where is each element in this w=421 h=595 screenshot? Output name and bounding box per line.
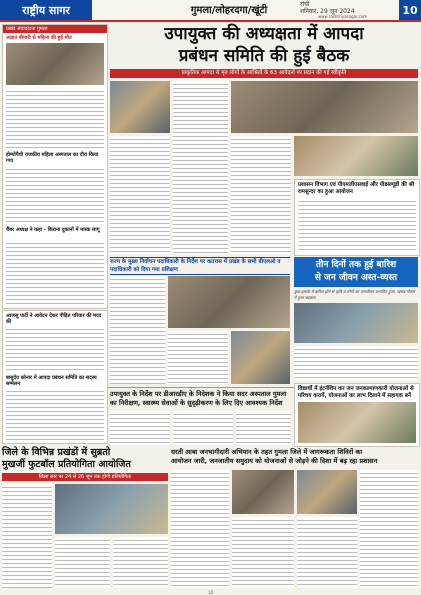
bottom-left-headline-line1: जिले के विभिन्न प्रखंडों में सुब्रतो xyxy=(2,447,111,458)
story1-body xyxy=(6,88,104,150)
bottom-right-body-col2 xyxy=(232,517,294,588)
mid-body-col2 xyxy=(173,411,233,445)
mid-body-col1 xyxy=(110,411,170,445)
mid-body-col3 xyxy=(236,411,291,445)
hospital-photo xyxy=(231,331,290,384)
lead-headline-line1: उपायुक्त की अध्यक्षता में आपदा xyxy=(164,24,364,44)
rain-headline-line1: तीन दिनों तक हुई बारिश xyxy=(315,260,397,270)
lead-body-col2 xyxy=(173,81,228,254)
story4-headline: आजसू पार्टी ने आवेदन देकर पीड़ित परिवार की मदद की xyxy=(6,313,102,325)
lead-strap: प्राकृतिक आपदा से मृत लोगों के आश्रितों के 63 आवेदनों पर प्रदान की गई स्वीकृति xyxy=(110,69,418,78)
bottom-left-body xyxy=(2,484,52,588)
page-folio: 10 xyxy=(207,590,214,595)
bottom-left-body-col3 xyxy=(113,537,168,588)
right-mid-story xyxy=(294,383,420,447)
camp-photo-1 xyxy=(232,470,294,514)
rain-body xyxy=(294,346,418,380)
page-number: 10 xyxy=(399,0,421,20)
right-mid-photo xyxy=(298,402,416,443)
story2-headline: होम्योपैथी राजकीय महिला अस्पताल का दौरा किया गया xyxy=(6,152,99,164)
story2-body xyxy=(6,166,104,224)
right-top-headline: प्रशासन विभाग एवं पीएमजीएसवाई और पीडब्ल्यूडी की श्री रामसुन्दर का हुआ आयोजन xyxy=(298,182,415,195)
left-column xyxy=(2,24,108,309)
story4-body xyxy=(6,326,104,372)
masthead-city: रांची xyxy=(300,1,310,8)
masthead-edition xyxy=(300,1,355,15)
bottom-right-body-col1 xyxy=(171,470,229,588)
left-lower xyxy=(2,310,108,444)
masthead-date: शनिवार, 29 जून 2024 xyxy=(300,8,355,15)
right-mid-headline: विद्यार्थी में इंटर्नशिप कर जन जनकल्याणकारी योजनाओं से परिचय करायें, योजनाओं का लाभ दिलाने में सहायक बनें xyxy=(298,386,414,399)
rain-photo xyxy=(294,303,418,343)
lead-body-col1 xyxy=(110,136,170,254)
rain-headline-line2: से जन जीवन अस्त-व्यस्त xyxy=(314,273,398,283)
right-top-body xyxy=(298,198,416,252)
training-body xyxy=(110,276,165,384)
story5-headline: बासुदेव कोनार में आपदा प्रबंधन समिति का सदस्य सम्मेलन xyxy=(6,375,97,387)
story5-body xyxy=(6,388,104,440)
bottom-left-headline-line2: मुखर्जी फुटबॉल प्रतियोगिता आयोजित xyxy=(2,459,131,470)
bottom-left-strap: जिला स्तर पर 24 से 26 जून तक होगी प्रतियोगिता xyxy=(2,473,168,481)
lead-headline-line2: प्रबंधन समिति की हुई बैठक xyxy=(178,46,350,66)
mid-headline-line1: उपायुक्त के निर्देश पर डीआरडीए के निदेशक ने किया सदर अस्पताल गुमला xyxy=(110,390,287,398)
lead-photo-officials xyxy=(294,136,418,176)
bottom-right-body-col4 xyxy=(360,470,418,588)
masthead-brand: राष्ट्रीय सागर xyxy=(0,0,92,20)
camp-photo-2 xyxy=(297,470,357,514)
rain-caption: कुछ इलाके में बारिश होने से कृषि व लोगों का जनजीवन प्रभावित हुआ, खराब मौसम में हुआ बदलाव xyxy=(294,289,415,300)
lead-photo-small xyxy=(110,81,170,133)
right-top-story xyxy=(294,179,420,256)
football-photo xyxy=(55,484,168,534)
training-body-col2 xyxy=(168,331,228,384)
masthead-section: गुमला/लोहरदगा/खूंटी xyxy=(190,5,268,16)
rain-headline-box xyxy=(294,257,418,287)
lead-body-col3 xyxy=(231,136,291,254)
lead-subhead: राज्य के मुख्य निर्वाचन पदाधिकारी के निर्देश पर कतरास में प्रखंड के सभी बीएलओ व पदाधिकारी को दिया गया प्रशिक्षण xyxy=(110,257,290,275)
mid-headline-line2: का निरीक्षण, स्वास्थ्य सेवाओं के सुदृढ़ीकरण के लिए दिए आवश्यक निर्देश xyxy=(110,399,283,407)
story3-body xyxy=(6,240,104,304)
bottom-right-headline-line1: धरती आबा जनभागीदारी अभियान के तहत गुमला जिले में जागरूकता शिविरों का xyxy=(171,448,363,456)
bottom-left-body-col2 xyxy=(55,537,110,588)
left-column-label: प्रखंड संवाददाता गुमला xyxy=(3,25,107,33)
masthead-website: www.rashtriyasagar.com xyxy=(318,14,368,19)
lead-photo-meeting xyxy=(231,81,418,133)
story1-photo xyxy=(6,43,104,85)
bottom-right-headline-line2: आयोजन जारी, जनजातीय समुदाय को योजनाओं से जोड़ने की दिशा में बढ़ रहा प्रशासन xyxy=(171,457,378,465)
story3-headline: चैंबर अध्यक्ष ने कहा - किराना दुकानों में मास्क लागू xyxy=(6,227,100,233)
story1-headline: अज्ञात बीमारी से महिला की हुई मौत xyxy=(6,35,72,41)
bottom-right-body-col3 xyxy=(297,517,357,588)
training-photo xyxy=(168,276,290,328)
